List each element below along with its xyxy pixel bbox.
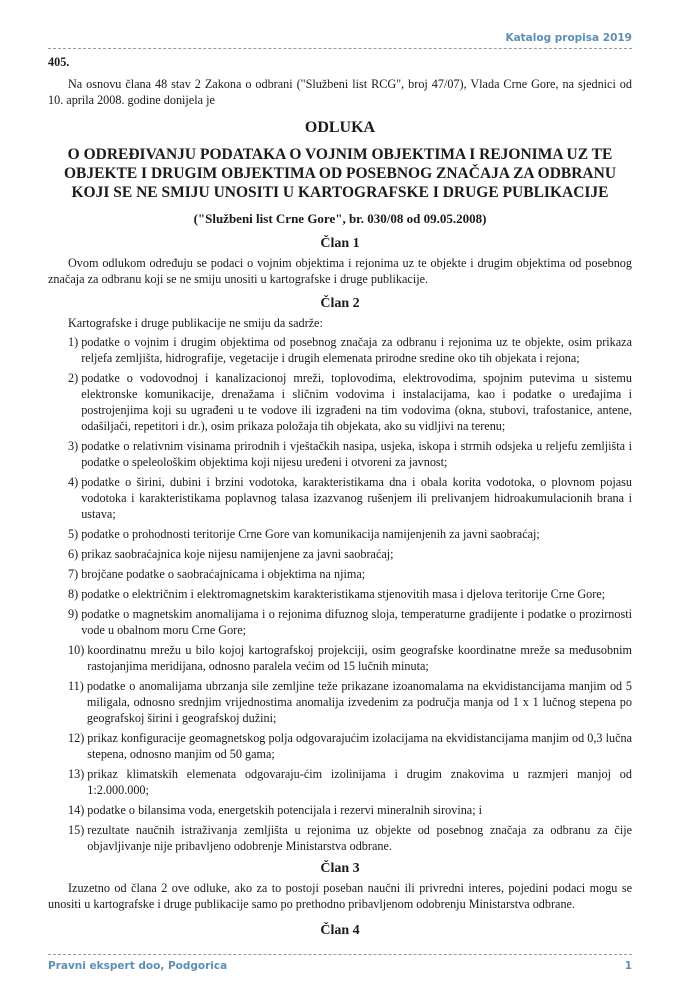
- list-item-text: koordinatnu mrežu u bilo kojoj kartografskoj projekciji, osim geografske koordinatne mreže sa međusobnim rastojanjima meridijana, odnosno paralela većim od 15 lučnih minuta;: [87, 643, 632, 673]
- list-item: [68, 642, 632, 674]
- list-item-number: 12): [68, 731, 88, 745]
- document-body: [48, 54, 632, 940]
- list-item-text: podatke o širini, dubini i brzini vodotoka, karakteristikama dna i obala korita vodotoka, o plovnom pojasu vodotoka i karakteristikama poplavnog talasa izazvanog rušenjem ili prelivanjem hidroakumulacionih brana i ustava;: [81, 475, 632, 521]
- list-item: [68, 766, 632, 798]
- list-item: [68, 438, 632, 470]
- list-item-number: 11): [68, 679, 87, 693]
- list-item-text: prikaz konfiguracije geomagnetskog polja odgovarajućim izolacijama na ekvidistancijama manjim od 0,3 lučna stepena, odnosno manjim od 50 gama;: [87, 731, 632, 761]
- preamble: Na osnovu člana 48 stav 2 Zakona o odbrani ("Službeni list RCG", broj 47/07), Vlada Crne Gore, na sjednici od 10. aprila 2008. godine donijela je: [48, 77, 632, 107]
- list-item: [68, 822, 632, 854]
- list-item-number: 1): [68, 335, 82, 349]
- article-1-text: Ovom odlukom određuju se podaci o vojnim objektima i rejonima uz te objekte i drugim objektima od posebnog značaja za odbranu koji se ne smiju unositi u kartografske i druge publikacije.: [48, 256, 632, 286]
- document-number: 405.: [48, 55, 70, 69]
- document-title: O ODREĐIVANJU PODATAKA O VOJNIM OBJEKTIMA I REJONIMA UZ TE OBJEKTE I DRUGIM OBJEKTIMA OD POSEBNOG ZNAČAJA ZA ODBRANU KOJI SE NE SMIJU UNOSITI U KARTOGRAFSKE I DRUGE PUBLIKACIJE: [63, 146, 617, 201]
- list-item-number: 5): [68, 527, 82, 541]
- list-item-number: 14): [68, 803, 88, 817]
- list-item: [68, 370, 632, 434]
- list-item-number: 6): [68, 547, 82, 561]
- list-item-text: podatke o relativnim visinama prirodnih i vještačkih nasipa, usjeka, iskopa i strmih odsjeka u reljefu zemljišta i podatke o speleološkim objektima koji nijesu uređeni i otvoreni za javnost;: [81, 439, 632, 469]
- document-type: ODLUKA: [304, 119, 376, 136]
- list-item-text: podatke o prohodnosti teritorije Crne Gore van komunikacija namijenjenih za javni saobraćaj;: [81, 527, 540, 541]
- page-number: 1: [624, 960, 632, 972]
- article-2-list: [48, 334, 632, 854]
- list-item: [68, 526, 632, 542]
- page-footer: [48, 954, 632, 975]
- list-item: [68, 606, 632, 638]
- list-item-number: 9): [68, 607, 82, 621]
- gazette-reference: ("Službeni list Crne Gore", br. 030/08 od 09.05.2008): [193, 211, 487, 226]
- list-item-number: 15): [68, 823, 88, 837]
- article-4-heading: Član 4: [320, 923, 360, 938]
- list-item: [68, 474, 632, 522]
- article-2-heading: Član 2: [320, 296, 360, 311]
- publisher: Pravni ekspert doo, Podgorica: [48, 960, 228, 972]
- page-header: [48, 30, 632, 49]
- list-item-text: podatke o vojnim i drugim objektima od posebnog značaja za odbranu i rejonima uz te objekte, osim prikaza reljefa zemljišta, hidrografije, vegetacije i drugih elemenata prirodne sredine oko tih objekata i rejona;: [81, 335, 632, 365]
- article-2-lead: Kartografske i druge publikacije ne smiju da sadrže:: [68, 316, 323, 330]
- list-item-number: 10): [68, 643, 88, 657]
- article-3-text: Izuzetno od člana 2 ove odluke, ako za to postoji poseban naučni ili privredni interes, pojedini podaci mogu se unositi u kartografske i druge publikacije samo po prethodno pribavljenom odobrenju Ministarstva odbrane.: [48, 881, 632, 911]
- list-item-text: podatke o električnim i elektromagnetskim karakteristikama stjenovitih masa i djelova teritorije Crne Gore;: [81, 587, 606, 601]
- list-item-text: brojčane podatke o saobraćajnicama i objektima na njima;: [81, 567, 366, 581]
- list-item-text: podatke o bilansima voda, energetskih potencijala i rezervi mineralnih sirovina; i: [87, 803, 483, 817]
- list-item-text: prikaz saobraćajnica koje nijesu namijenjene za javni saobraćaj;: [81, 547, 394, 561]
- list-item-text: prikaz klimatskih elemenata odgovaraju-ćim izolinijama i drugim znakovima u razmjeri manjoj od 1:2.000.000;: [87, 767, 632, 797]
- list-item-number: 3): [68, 439, 82, 453]
- list-item: [68, 566, 632, 582]
- list-item-number: 4): [68, 475, 82, 489]
- list-item-number: 8): [68, 587, 82, 601]
- list-item-number: 13): [68, 767, 88, 781]
- article-3-heading: Član 3: [320, 861, 360, 876]
- list-item-text: podatke o magnetskim anomalijama i o rejonima difuznog sloja, temperaturne gradijente i podatke o prozirnosti vode u obalnom moru Crne Gore;: [81, 607, 632, 637]
- catalog-title: Katalog propisa 2019: [505, 32, 632, 44]
- list-item-text: podatke o vodovodnoj i kanalizacionoj mreži, toplovodima, elektrovodima, spojnim putevima u sistemu elektronske komunikacije, drenažama i sličnim vodovima i instalacijama, kao i podatke o uređajima i postrojenjima koji su ugrađeni u te vodove ili izgrađeni na tim vodovima (okna, stubovi, trafostanice, antene, odašiljači, repetitori i dr.), osim prikaza položaja tih objekata, ako su vidljivi na terenu;: [81, 371, 632, 433]
- list-item-text: podatke o anomalijama ubrzanja sile zemljine teže prikazane izoanomalama na ekvidistancijama manjim od 5 miligala, odnosno srednjim vrijednostima anomalija izvedenim za područja manja od 1 x 1 lučnog stepena po geografskoj širini i geografskoj dužini;: [86, 679, 632, 725]
- list-item: [68, 546, 632, 562]
- list-item: [68, 334, 632, 366]
- list-item-text: rezultate naučnih istraživanja zemljišta u rejonima uz objekte od posebnog značaja za odbranu za čije objavljivanje nije pribavljeno odobrenje Ministarstva odbrane.: [87, 823, 632, 853]
- list-item: [68, 678, 632, 726]
- list-item: [68, 586, 632, 602]
- list-item-number: 7): [68, 567, 82, 581]
- list-item: [68, 802, 632, 818]
- list-item: [68, 730, 632, 762]
- list-item-number: 2): [68, 371, 82, 385]
- article-1-heading: Član 1: [320, 236, 360, 251]
